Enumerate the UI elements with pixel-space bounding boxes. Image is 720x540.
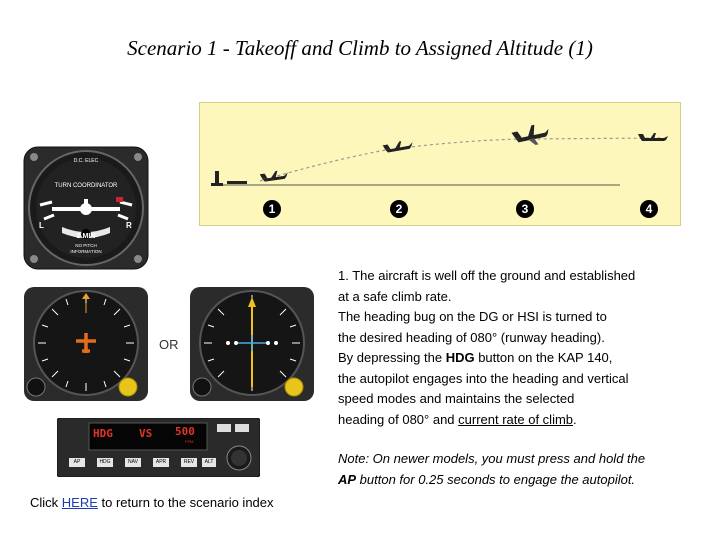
- kap-mode-display: HDG: [93, 427, 113, 440]
- desc-line: 1. The aircraft is well off the ground and established: [338, 268, 636, 283]
- note-line: Note: On newer models, you must press and hold the: [338, 451, 646, 466]
- page-title: Scenario 1 - Takeoff and Climb to Assigned Altitude (1): [127, 36, 593, 60]
- stage-3-marker: 3: [516, 200, 534, 218]
- aircraft-4-icon: [638, 133, 668, 141]
- desc-line: The heading bug on the DG or HSI is turned to: [338, 309, 607, 324]
- stage-1-marker: 1: [263, 200, 281, 218]
- desc-line: at a safe climb rate.: [338, 288, 452, 304]
- kap-alt-button[interactable]: ALT: [204, 459, 214, 465]
- left-turn-label: L: [39, 221, 44, 230]
- aircraft-2-icon: [383, 139, 414, 153]
- dc-elec-label: D.C. ELEC: [73, 158, 99, 164]
- desc-line: the autopilot engages into the heading and vertical: [338, 370, 629, 386]
- kap-ap-button[interactable]: AP: [73, 459, 81, 465]
- scenario-description: [338, 266, 688, 430]
- desc-line: heading of 080° and current rate of climb.: [338, 411, 577, 427]
- note-line: AP button for 0.25 seconds to engage the autopilot.: [338, 471, 636, 487]
- stage-4-marker: 4: [640, 200, 658, 218]
- no-pitch-label: NO PITCH INFORMATION: [70, 243, 102, 254]
- aircraft-3-icon: [511, 122, 551, 149]
- desc-line: speed modes and maintains the selected: [338, 391, 575, 406]
- or-label: OR: [159, 337, 179, 352]
- desc-line: the desired heading of 080° (runway heading).: [338, 329, 605, 345]
- two-min-label: 2 MIN: [76, 233, 96, 240]
- right-turn-label: R: [126, 221, 132, 230]
- kap-nav-button[interactable]: NAV: [128, 459, 138, 465]
- stage-2-marker: 2: [390, 200, 408, 218]
- kap-vs-display: VS: [139, 427, 153, 440]
- turn-coordinator-label: TURN COORDINATOR: [54, 183, 118, 189]
- note-text: [338, 449, 688, 490]
- return-to-index-link[interactable]: HERE: [61, 495, 98, 510]
- kap-rev-button[interactable]: REV: [183, 459, 195, 465]
- flight-profile-diagram: [199, 102, 681, 226]
- directional-gyro-instrument: [22, 285, 150, 403]
- kap-apr-button[interactable]: APR: [155, 459, 167, 465]
- hsi-instrument: [188, 285, 316, 403]
- hdg-bold: HDG: [445, 350, 475, 365]
- kap-hdg-button[interactable]: HDG: [99, 459, 111, 465]
- kap-vs-value: 500: [175, 425, 195, 438]
- kap-fpm-label: FPM: [185, 439, 194, 444]
- footer: Click HERE to return to the scenario index: [30, 495, 274, 510]
- current-rate-of-climb-link[interactable]: current rate of climb: [458, 411, 574, 427]
- aircraft-1-icon: [260, 169, 289, 182]
- kap140-autopilot: [57, 418, 260, 477]
- ap-bold: AP: [338, 471, 357, 487]
- turn-coordinator-instrument: [22, 145, 150, 271]
- desc-line: By depressing the HDG button on the KAP 140,: [338, 350, 613, 365]
